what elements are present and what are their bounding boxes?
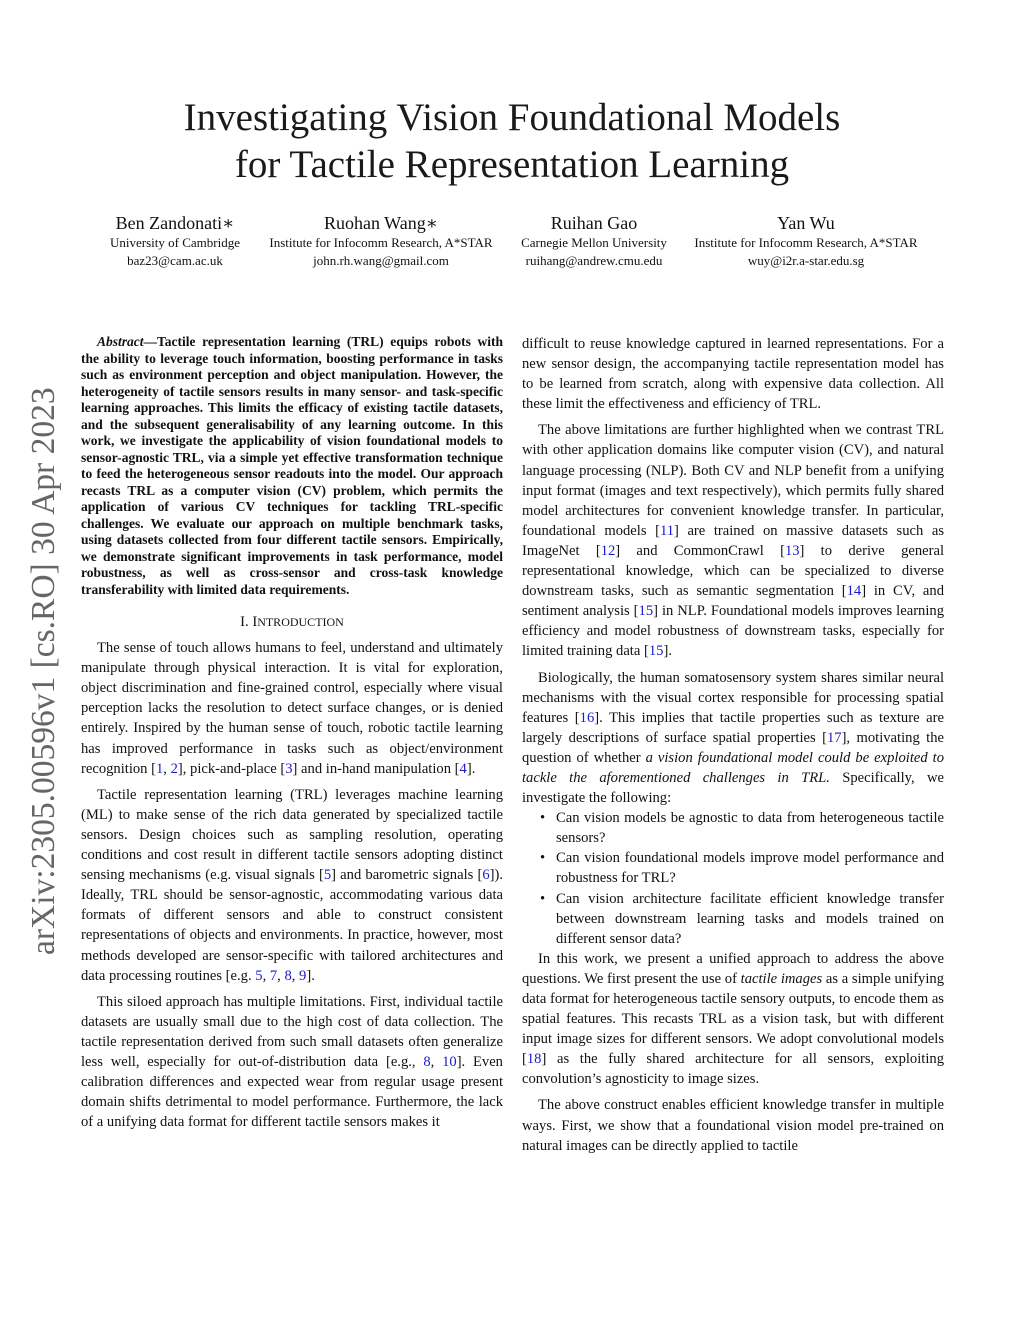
right-paragraph-4: The above construct enables efficient knowledge transfer in multiple ways. First, we show that a foundational vision model pre-trained on natural images can be directly applied to tactile bbox=[522, 1097, 944, 1154]
right-paragraph-1: The above limitations are further highlighted when we contrast TRL with other application domains like computer vision (CV), and natural language processing (NLP). Both CV and NLP benefit from a unifying input format (images and text respectively), which permits fully shared model architectures for convenient knowledge transfer. In particular, foundational models [11] are trained on massive datasets such as ImageNet [12] and CommonCrawl [13] to derive general representational knowledge, which can be specialized to diverse downstream tasks, such as semantic segmentation [14] in CV, and sentiment analysis [15] in NLP. Foundational models improves learning efficiency and model robustness of downstream tasks, especially for limited training data [15]. bbox=[522, 422, 945, 660]
citation-link[interactable]: 5 bbox=[255, 967, 263, 984]
citation-link[interactable]: 8 bbox=[423, 1053, 431, 1070]
citation-link[interactable]: 1 bbox=[155, 760, 164, 777]
author-email[interactable]: ruihang@andrew.cmu.edu bbox=[525, 253, 663, 268]
author-name: Ruihan Gao bbox=[550, 213, 638, 233]
author-email[interactable]: baz23@cam.ac.uk bbox=[127, 253, 223, 268]
intro-paragraph-1: The sense of touch allows humans to feel, understand and ultimately manipulate through physical interaction. It is vital for exploration, object discrimination and fine-grained control, especially where visual perception lacks the resolution to detect surface changes, or is denied entirely. Inspired by the human sense of touch, robotic tactile learning has improved performance in tasks such as object/environment recognition [1, 2], pick-and-place [3] and in-hand manipulation [4]. bbox=[81, 640, 503, 777]
citation-link[interactable]: 10 bbox=[442, 1053, 457, 1070]
citation-link[interactable]: 14 bbox=[846, 583, 862, 600]
citation-link[interactable]: 5 bbox=[323, 867, 332, 884]
author-affiliation: Institute for Infocomm Research, A*STAR bbox=[269, 235, 493, 250]
intro-paragraph-2: Tactile representation learning (TRL) leverages machine learning (ML) to make sense of the rich data generated by specialized tactile sensors. Design choices such as sampling resolution, operating conditions and cost result in different tactile sensors adopting distinct sensing mechanisms (e.g. visual signals [5] and barometric signals [6]). Ideally, TRL should be sensor-agnostic, accommodating various data formats of different sensors and able to construct consistent representations of objects and environments. In practice, however, most methods developed are sensor-specific with tailored architectures and data processing routines [e.g. 5, 7, 8, 9]. bbox=[81, 786, 503, 984]
author-affiliation: Institute for Infocomm Research, A*STAR bbox=[694, 235, 918, 250]
author-affiliation: University of Cambridge bbox=[110, 235, 240, 250]
author-name: Ben Zandonati∗ bbox=[115, 213, 235, 233]
citation-link[interactable]: 16 bbox=[579, 709, 595, 726]
citation-link[interactable]: 11 bbox=[659, 522, 675, 539]
citation-link[interactable]: 15 bbox=[648, 643, 664, 660]
citation-link[interactable]: 12 bbox=[600, 542, 616, 559]
left-column bbox=[81, 334, 503, 1132]
author-name: Yan Wu bbox=[777, 213, 835, 233]
right-paragraph-3: In this work, we present a unified approach to address the above questions. We first present the use of tactile images as a simple unifying data format for heterogeneous tactile sensory outputs, to encode them as spatial features. This recasts TRL as a vision task, but with different input image sizes for different sensors. We adopt convolutional models [18] as the fully shared architecture for all sensors, exploiting convolution’s agnosticity to image sizes. bbox=[522, 950, 944, 1088]
citation-link[interactable]: 9 bbox=[299, 967, 307, 984]
title-line-2: for Tactile Representation Learning bbox=[234, 143, 790, 186]
citation-link[interactable]: 15 bbox=[638, 603, 654, 620]
abstract bbox=[81, 334, 503, 598]
author-email[interactable]: wuy@i2r.a-star.edu.sg bbox=[747, 253, 865, 268]
citation-link[interactable]: 13 bbox=[784, 542, 800, 559]
right-paragraph-0: difficult to reuse knowledge captured in learned representations. For a new sensor design, the accompanying tactile representation model has to be learned from scratch, along with expensive data collection. All these limit the effectiveness and efficiency of TRL. bbox=[522, 336, 944, 413]
author-name: Ruohan Wang∗ bbox=[324, 213, 438, 233]
research-questions-list bbox=[522, 808, 944, 949]
author-3 bbox=[504, 212, 684, 270]
citation-link[interactable]: 6 bbox=[482, 867, 490, 884]
citation-link[interactable]: 3 bbox=[285, 760, 293, 777]
citation-link[interactable]: 7 bbox=[269, 967, 278, 984]
list-item: • Can vision architecture facilitate efficient knowledge transfer between downstream learning tasks and models trained on different sensor data? bbox=[540, 889, 944, 949]
author-email[interactable]: john.rh.wang@gmail.com bbox=[313, 253, 449, 268]
author-affiliation: Carnegie Mellon University bbox=[521, 235, 667, 250]
citation-link[interactable]: 18 bbox=[526, 1051, 542, 1068]
author-2 bbox=[261, 212, 501, 270]
citation-link[interactable]: 17 bbox=[826, 729, 842, 746]
citation-link[interactable]: 8 bbox=[284, 967, 292, 984]
abstract-label: Abstract bbox=[97, 334, 144, 349]
right-paragraph-2: Biologically, the human somatosensory system shares similar neural mechanisms with the visual cortex responsible for processing spatial features [16]. This implies that tactile properties such as texture are largely descriptions of surface spatial properties [17], motivating the question of whether a vision foundational model could be exploited to tackle the aforementioned challenges in TRL. Specifically, we investigate the following: bbox=[522, 669, 944, 807]
list-item: • Can vision foundational models improve model performance and robustness for TRL? bbox=[540, 848, 944, 888]
section-heading-introduction: I. INTRODUCTION bbox=[240, 614, 344, 630]
paper-title bbox=[0, 94, 1024, 188]
right-column bbox=[522, 334, 944, 1156]
title-line-1: Investigating Vision Foundational Models bbox=[183, 96, 841, 139]
author-4 bbox=[686, 212, 926, 270]
arxiv-stamp[interactable]: arXiv:2305.00596v1 [cs.RO] 30 Apr 2023 bbox=[25, 387, 62, 955]
list-item: • Can vision models be agnostic to data from heterogeneous tactile sensors? bbox=[540, 808, 944, 848]
citation-link[interactable]: 2 bbox=[170, 760, 178, 777]
abstract-text: —Tactile representation learning (TRL) equips robots with the ability to leverage touch information, boosting performance in tasks such as environment perception and object manipulation. However, the heterogeneity of tactile sensors results in many sensor- and task-specific learning approaches. This limits the efficacy of existing tactile datasets, and the subsequent generalisability of any learning outcome. In this work, we investigate the applicability of vision foundational models to sensor-agnostic TRL, via a simple yet effective transformation technique to feed the heterogeneous sensor readouts into the model. Our approach recasts TRL as a computer vision (CV) problem, which permits the application of various CV techniques for tackling TRL-specific challenges. We evaluate our approach on multiple benchmark tasks, using datasets collected from four different tactile sensors. Empirically, we demonstrate significant improvements in task performance, model robustness, as well as cross-sensor and cross-task knowledge transferability with limited data requirements. bbox=[81, 334, 503, 597]
author-1 bbox=[60, 212, 290, 270]
citation-link[interactable]: 4 bbox=[459, 760, 467, 777]
intro-paragraph-3: This siloed approach has multiple limitations. First, individual tactile datasets are usually small due to the high cost of data collection. The tactile representation derived from such small datasets often generalize less well, especially for out-of-distribution data [e.g., 8, 10]. Even calibration differences and expected wear from regular usage present domain shifts detrimental to model performance. Furthermore, the lack of a unifying data format for different tactile sensors makes it bbox=[81, 993, 503, 1131]
